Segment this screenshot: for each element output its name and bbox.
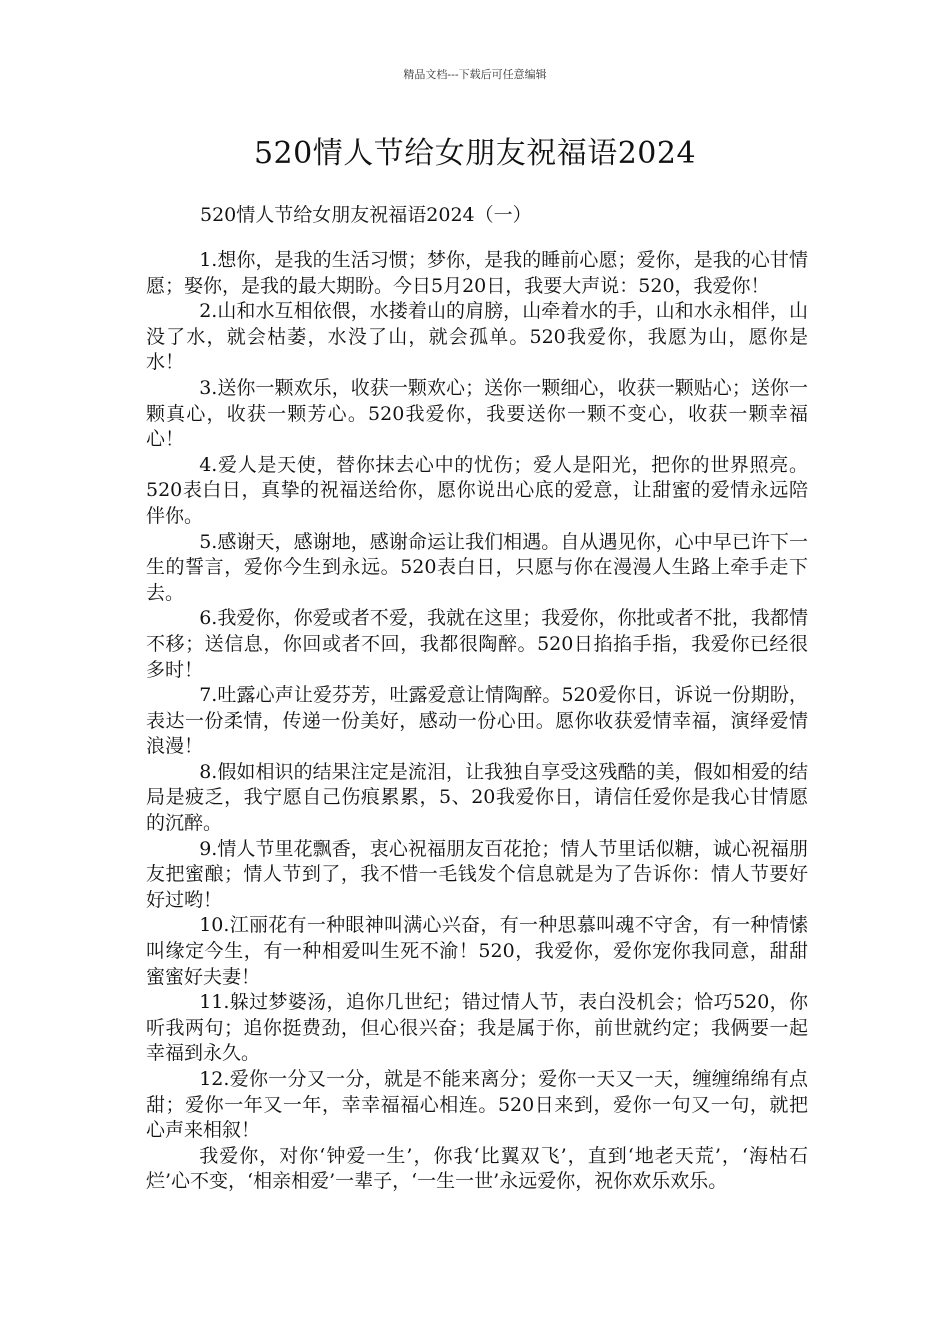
section-subtitle: 520情人节给女朋友祝福语2024（一） — [200, 204, 532, 226]
page-title: 520情人节给女朋友祝福语2024 — [253, 136, 697, 171]
header-note: 精品文档---下载后可任意编辑 — [403, 68, 547, 81]
paragraph-6: 6.我爱你，你爱或者不爱，我就在这里；我爱你，你批或者不批，我都情不移；送信息，你回或者不回，我都很陶醉。520日掐掐手指，我爱你已经很多时！ — [146, 607, 808, 681]
paragraph-7: 7.吐露心声让爱芬芳，吐露爱意让情陶醉。520爱你日，诉说一份期盼，表达一份柔情，传递一份美好，感动一份心田。愿你收获爱情幸福，演绎爱情浪漫！ — [146, 684, 808, 758]
paragraph-4: 4.爱人是天使，替你抹去心中的忧伤；爱人是阳光，把你的世界照亮。520表白日，真挚的祝福送给你，愿你说出心底的爱意，让甜蜜的爱情永远陪伴你。 — [146, 453, 808, 527]
paragraph-11: 11.躲过梦婆汤，追你几世纪；错过情人节，表白没机会；恰巧520，你听我两句；追你挺费劲，但心很兴奋；我是属于你，前世就约定；我俩要一起幸福到永久。 — [146, 991, 808, 1065]
paragraph-10: 10.江丽花有一种眼神叫满心兴奋，有一种思慕叫魂不守舍，有一种情愫叫缘定今生，有一种相爱叫生死不渝！520，我爱你，爱你宠你我同意，甜甜蜜蜜好夫妻！ — [146, 914, 808, 988]
paragraph-5: 5.感谢天，感谢地，感谢命运让我们相遇。自从遇见你，心中早已许下一生的誓言，爱你今生到永远。520表白日，只愿与你在漫漫人生路上牵手走下去。 — [146, 530, 808, 604]
paragraph-12: 12.爱你一分又一分，就是不能来离分；爱你一天又一天，缠缠绵绵有点甜；爱你一年又一年，幸幸福福心相连。520日来到，爱你一句又一句，就把心声来相叙！ — [146, 1068, 808, 1142]
paragraph-3: 3.送你一颗欢乐，收获一颗欢心；送你一颗细心，收获一颗贴心；送你一颗真心，收获一颗芳心。520我爱你，我要送你一颗不变心，收获一颗幸福心！ — [146, 376, 808, 451]
paragraph-8: 8.假如相识的结果注定是流泪，让我独自享受这残酷的美，假如相爱的结局是疲乏，我宁愿自己伤痕累累，5、20我爱你日，请信任爱你是我心甘情愿的沉醉。 — [146, 760, 808, 835]
paragraph-9: 9.情人节里花飘香，衷心祝福朋友百花抢；情人节里话似糖，诚心祝福朋友把蜜酿；情人节到了，我不惜一毛钱发个信息就是为了告诉你：情人节要好好过哟！ — [146, 837, 808, 911]
document-body — [146, 248, 808, 1195]
closing-paragraph: 我爱你，对你‘钟爱一生’，你我‘比翼双飞’，直到‘地老天荒’，‘海枯石烂’心不变，‘相亲相爱’一辈子，‘一生一世’永远爱你，祝你欢乐欢乐。 — [146, 1144, 808, 1193]
paragraph-2: 2.山和水互相依偎，水搂着山的肩膀，山牵着水的手，山和水永相伴，山没了水，就会枯萎，水没了山，就会孤单。520我爱你，我愿为山，愿你是水！ — [146, 300, 808, 374]
paragraph-1: 1.想你，是我的生活习惯；梦你，是我的睡前心愿；爱你，是我的心甘情愿；娶你，是我的最大期盼。今日5月20日，我要大声说：520，我爱你！ — [146, 249, 808, 297]
